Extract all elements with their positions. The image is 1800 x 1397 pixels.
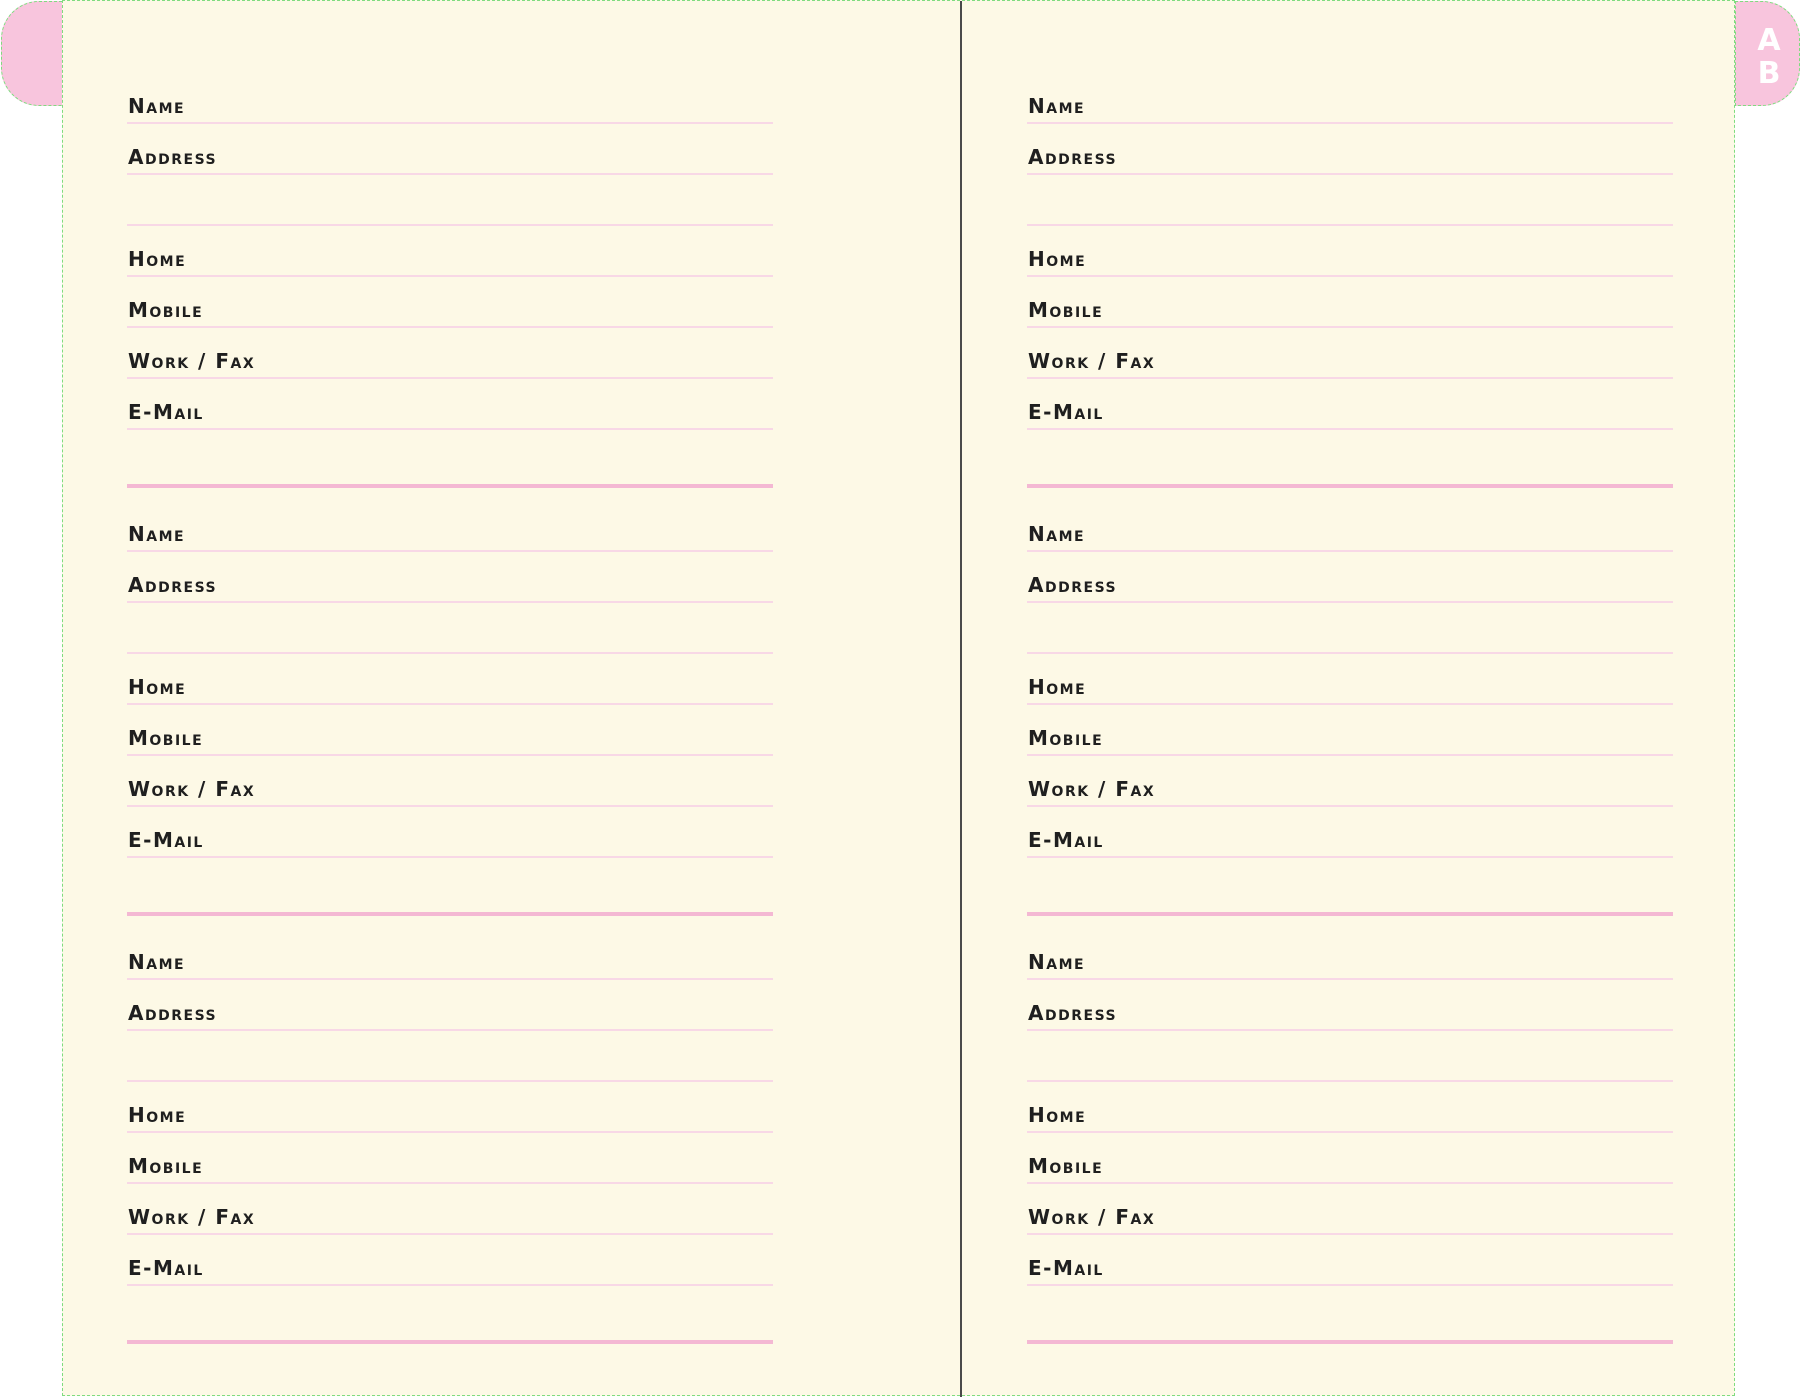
contact-entry: [1027, 30, 1673, 458]
mobile-field[interactable]: [1027, 705, 1673, 756]
mobile-field[interactable]: [1027, 277, 1673, 328]
address-field[interactable]: [127, 980, 773, 1031]
work-fax-field[interactable]: [127, 328, 773, 379]
name-label: Name: [128, 522, 186, 546]
home-field[interactable]: [127, 226, 773, 277]
work-fax-label: Work / Fax: [1028, 777, 1156, 801]
work-fax-label: Work / Fax: [128, 349, 256, 373]
address-line-2-field[interactable]: [1027, 175, 1673, 226]
work-fax-label: Work / Fax: [128, 777, 256, 801]
contact-entry: [127, 458, 773, 886]
address-line-2-field[interactable]: [1027, 1031, 1673, 1082]
tab-letter-b: B: [1757, 56, 1781, 91]
name-field[interactable]: [1027, 73, 1673, 124]
contact-entry: [1027, 886, 1673, 1314]
name-label: Name: [1028, 522, 1086, 546]
email-field[interactable]: [1027, 807, 1673, 858]
work-fax-field[interactable]: [127, 1184, 773, 1235]
mobile-label: Mobile: [128, 298, 204, 322]
email-label: E-Mail: [1028, 1256, 1104, 1280]
tab-letter-a: A: [1757, 23, 1781, 58]
name-field[interactable]: [127, 929, 773, 980]
mobile-label: Mobile: [128, 726, 204, 750]
home-label: Home: [1028, 1103, 1087, 1127]
mobile-field[interactable]: [127, 705, 773, 756]
home-field[interactable]: [1027, 226, 1673, 277]
tab-letters: [1746, 24, 1792, 90]
mobile-label: Mobile: [1028, 1154, 1104, 1178]
home-label: Home: [1028, 675, 1087, 699]
entry-separator: [1027, 1340, 1673, 1344]
home-label: Home: [128, 1103, 187, 1127]
address-field[interactable]: [1027, 552, 1673, 603]
work-fax-label: Work / Fax: [1028, 1205, 1156, 1229]
work-fax-label: Work / Fax: [1028, 349, 1156, 373]
email-label: E-Mail: [1028, 400, 1104, 424]
address-field[interactable]: [1027, 124, 1673, 175]
mobile-field[interactable]: [127, 1133, 773, 1184]
home-field[interactable]: [127, 1082, 773, 1133]
email-label: E-Mail: [1028, 828, 1104, 852]
address-label: Address: [1028, 1001, 1118, 1025]
name-field[interactable]: [127, 73, 773, 124]
email-field[interactable]: [127, 379, 773, 430]
name-label: Name: [1028, 950, 1086, 974]
home-field[interactable]: [1027, 1082, 1673, 1133]
name-field[interactable]: [1027, 929, 1673, 980]
mobile-field[interactable]: [1027, 1133, 1673, 1184]
home-label: Home: [1028, 247, 1087, 271]
work-fax-field[interactable]: [1027, 328, 1673, 379]
mobile-label: Mobile: [1028, 298, 1104, 322]
name-label: Name: [128, 950, 186, 974]
contact-entry: [127, 886, 773, 1314]
name-label: Name: [128, 94, 186, 118]
email-label: E-Mail: [128, 400, 204, 424]
name-label: Name: [1028, 94, 1086, 118]
home-field[interactable]: [127, 654, 773, 705]
email-field[interactable]: [127, 807, 773, 858]
work-fax-field[interactable]: [127, 756, 773, 807]
home-label: Home: [128, 675, 187, 699]
contact-entry: [1027, 458, 1673, 886]
address-label: Address: [1028, 573, 1118, 597]
address-label: Address: [1028, 145, 1118, 169]
address-line-2-field[interactable]: [127, 1031, 773, 1082]
address-label: Address: [128, 1001, 218, 1025]
entry-separator: [127, 1340, 773, 1344]
address-field[interactable]: [127, 552, 773, 603]
address-line-2-field[interactable]: [127, 175, 773, 226]
email-field[interactable]: [1027, 379, 1673, 430]
mobile-label: Mobile: [1028, 726, 1104, 750]
address-line-2-field[interactable]: [127, 603, 773, 654]
mobile-label: Mobile: [128, 1154, 204, 1178]
address-label: Address: [128, 573, 218, 597]
work-fax-label: Work / Fax: [128, 1205, 256, 1229]
address-line-2-field[interactable]: [1027, 603, 1673, 654]
address-label: Address: [128, 145, 218, 169]
work-fax-field[interactable]: [1027, 756, 1673, 807]
name-field[interactable]: [1027, 501, 1673, 552]
page-gutter: [960, 1, 962, 1397]
address-field[interactable]: [127, 124, 773, 175]
email-label: E-Mail: [128, 1256, 204, 1280]
home-label: Home: [128, 247, 187, 271]
home-field[interactable]: [1027, 654, 1673, 705]
email-label: E-Mail: [128, 828, 204, 852]
work-fax-field[interactable]: [1027, 1184, 1673, 1235]
name-field[interactable]: [127, 501, 773, 552]
address-field[interactable]: [1027, 980, 1673, 1031]
email-field[interactable]: [1027, 1235, 1673, 1286]
mobile-field[interactable]: [127, 277, 773, 328]
contact-entry: [127, 30, 773, 458]
email-field[interactable]: [127, 1235, 773, 1286]
